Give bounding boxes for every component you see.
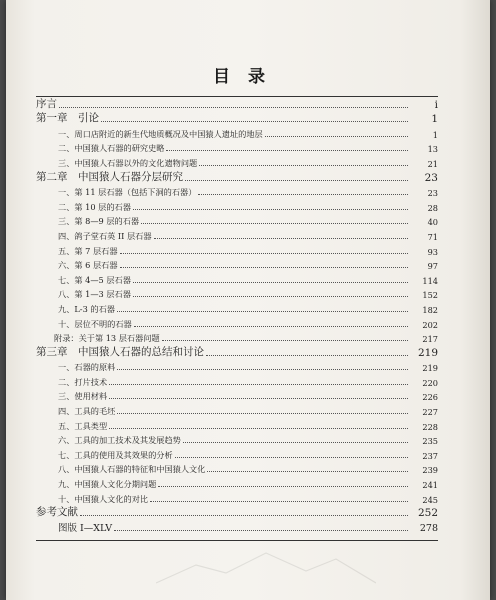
toc-entry-page: 23 [427, 188, 438, 199]
bottom-rule [36, 540, 438, 541]
toc-entry [36, 359, 438, 374]
toc-entry-page: 152 [422, 290, 438, 301]
toc-entry [36, 373, 438, 388]
toc-entry [36, 505, 438, 520]
toc-entry [36, 286, 438, 301]
toc-entry [36, 184, 438, 199]
toc-entry-page: 97 [427, 261, 438, 272]
toc-entry-label: 十、中国猿人文化的对比 [58, 493, 149, 504]
toc-entry-page: i [434, 98, 438, 111]
toc-entry [36, 227, 438, 242]
toc-entry-label: 四、鸽子堂石英 II 层石器 [58, 230, 152, 241]
toc-entry-page: 239 [422, 465, 438, 476]
toc-entry-page: 202 [422, 319, 438, 330]
toc-entry-label: 六、工具的加工技术及其发展趋势 [58, 435, 181, 446]
toc-entry-page: 226 [422, 392, 438, 403]
dot-leader [109, 428, 408, 429]
toc-entry-label: 二、打片技术 [58, 376, 108, 387]
toc-entry-page: 28 [427, 202, 438, 213]
toc-entry-label: 三、使用材料 [58, 391, 108, 402]
dot-leader [101, 121, 408, 122]
toc-entry-page: 227 [422, 407, 438, 418]
toc-entry-page: 219 [417, 346, 438, 359]
dot-leader [120, 253, 408, 254]
toc-entry [36, 330, 438, 345]
dot-leader [207, 471, 408, 472]
toc-entry-label: 八、中国猿人石器的特征和中国猿人文化 [58, 464, 206, 475]
toc-entry-label: 一、第 11 层石器（包括下洞的石器） [58, 187, 197, 198]
toc-entry-label: 二、第 10 层的石器 [58, 201, 131, 212]
dot-leader [150, 501, 408, 502]
toc-entry-page: 93 [427, 246, 438, 257]
toc-entry-label: 第三章 中国猿人石器的总结和讨论 [36, 345, 204, 358]
dot-leader [120, 267, 408, 268]
toc-entry-label: 五、工具类型 [58, 420, 108, 431]
toc-entry [36, 169, 438, 184]
dot-leader [162, 340, 408, 341]
toc-entry-page: 237 [422, 450, 438, 461]
dot-leader [175, 457, 408, 458]
toc-entry-page: 21 [427, 158, 438, 169]
toc-entry-page: 278 [419, 522, 438, 534]
dot-leader [185, 180, 408, 181]
toc-entry-page: 245 [422, 494, 438, 505]
dot-leader [133, 282, 408, 283]
dot-leader [141, 223, 408, 224]
toc-entry [36, 111, 438, 126]
toc-entry-label: 一、周口店附近的新生代地质概况及中国猿人遗址的地层 [58, 128, 263, 139]
toc-entry [36, 271, 438, 286]
dot-leader [59, 107, 408, 108]
toc-entry [36, 475, 438, 490]
toc-entry-page: 235 [422, 436, 438, 447]
toc-entry-label: 九、L-3 的石器 [58, 303, 115, 314]
dot-leader [154, 238, 408, 239]
dot-leader [114, 530, 408, 531]
toc-entry [36, 402, 438, 417]
toc-entry [36, 242, 438, 257]
dot-leader [199, 165, 408, 166]
table-of-contents [36, 96, 438, 534]
dot-leader [158, 486, 408, 487]
toc-entry-page: 1 [432, 129, 438, 140]
toc-entry-label: 七、工具的使用及其效果的分析 [58, 449, 173, 460]
toc-entry-label: 第一章 引论 [36, 112, 99, 125]
toc-entry-page: 241 [422, 480, 438, 491]
dot-leader [265, 136, 408, 137]
toc-entry-label: 图版 I—XLV [58, 522, 113, 534]
toc-entry [36, 213, 438, 228]
toc-entry [36, 125, 438, 140]
toc-entry [36, 417, 438, 432]
toc-entry-page: 220 [422, 377, 438, 388]
toc-entry-label: 十、层位不明的石器 [58, 318, 132, 329]
toc-entry-page: 23 [424, 171, 438, 184]
toc-entry [36, 257, 438, 272]
toc-entry-page: 1 [431, 113, 438, 126]
dot-leader [198, 194, 408, 195]
toc-entry [36, 461, 438, 476]
toc-entry-label: 第二章 中国猿人石器分层研究 [36, 170, 183, 183]
toc-entry-label: 参考文献 [36, 506, 78, 519]
toc-entry-page: 13 [427, 144, 438, 155]
toc-entry-label: 四、工具的毛坯 [58, 406, 116, 417]
toc-entry-page: 217 [422, 334, 438, 345]
toc-entry [36, 96, 438, 111]
toc-entry-label: 附录：关于第 13 层石器问题 [54, 333, 160, 344]
toc-entry-label: 六、第 6 层石器 [58, 260, 118, 271]
toc-entry-page: 219 [422, 363, 438, 374]
dot-leader [134, 326, 408, 327]
toc-entry [36, 315, 438, 330]
dot-leader [133, 296, 408, 297]
toc-entry-page: 182 [422, 304, 438, 315]
show-through-figure [156, 545, 376, 585]
book-page [6, 0, 490, 600]
toc-entry-page: 40 [427, 217, 438, 228]
dot-leader [109, 398, 408, 399]
toc-entry [36, 300, 438, 315]
toc-entry-label: 一、石器的原料 [58, 362, 116, 373]
toc-entry [36, 344, 438, 359]
page-title: 目录 [213, 67, 283, 87]
dot-leader [117, 369, 408, 370]
toc-entry-label: 序言 [36, 97, 57, 110]
toc-entry-label: 二、中国猿人石器的研究史略 [58, 143, 165, 154]
dot-leader [133, 209, 408, 210]
dot-leader [206, 355, 408, 356]
toc-entry [36, 140, 438, 155]
dot-leader [183, 442, 408, 443]
toc-entry [36, 154, 438, 169]
toc-entry-label: 七、第 4—5 层石器 [58, 274, 131, 285]
toc-entry-label: 八、第 1—3 层石器 [58, 289, 131, 300]
dot-leader [109, 384, 408, 385]
toc-entry-page: 71 [427, 231, 438, 242]
toc-entry-label: 九、中国猿人文化分期问题 [58, 479, 157, 490]
toc-entry [36, 519, 438, 534]
toc-entry-page: 252 [417, 507, 438, 520]
toc-entry [36, 388, 438, 403]
dot-leader [80, 515, 408, 516]
toc-entry [36, 446, 438, 461]
toc-entry [36, 490, 438, 505]
toc-entry-label: 五、第 7 层石器 [58, 245, 118, 256]
toc-entry-page: 114 [422, 275, 438, 286]
toc-entry [36, 432, 438, 447]
toc-entry [36, 198, 438, 213]
dot-leader [117, 311, 408, 312]
toc-entry-page: 228 [422, 421, 438, 432]
toc-entry-label: 三、第 8—9 层的石器 [58, 216, 140, 227]
dot-leader [117, 413, 408, 414]
toc-entry-label: 三、中国猿人石器以外的文化遗物问题 [58, 157, 198, 168]
dot-leader [166, 150, 408, 151]
